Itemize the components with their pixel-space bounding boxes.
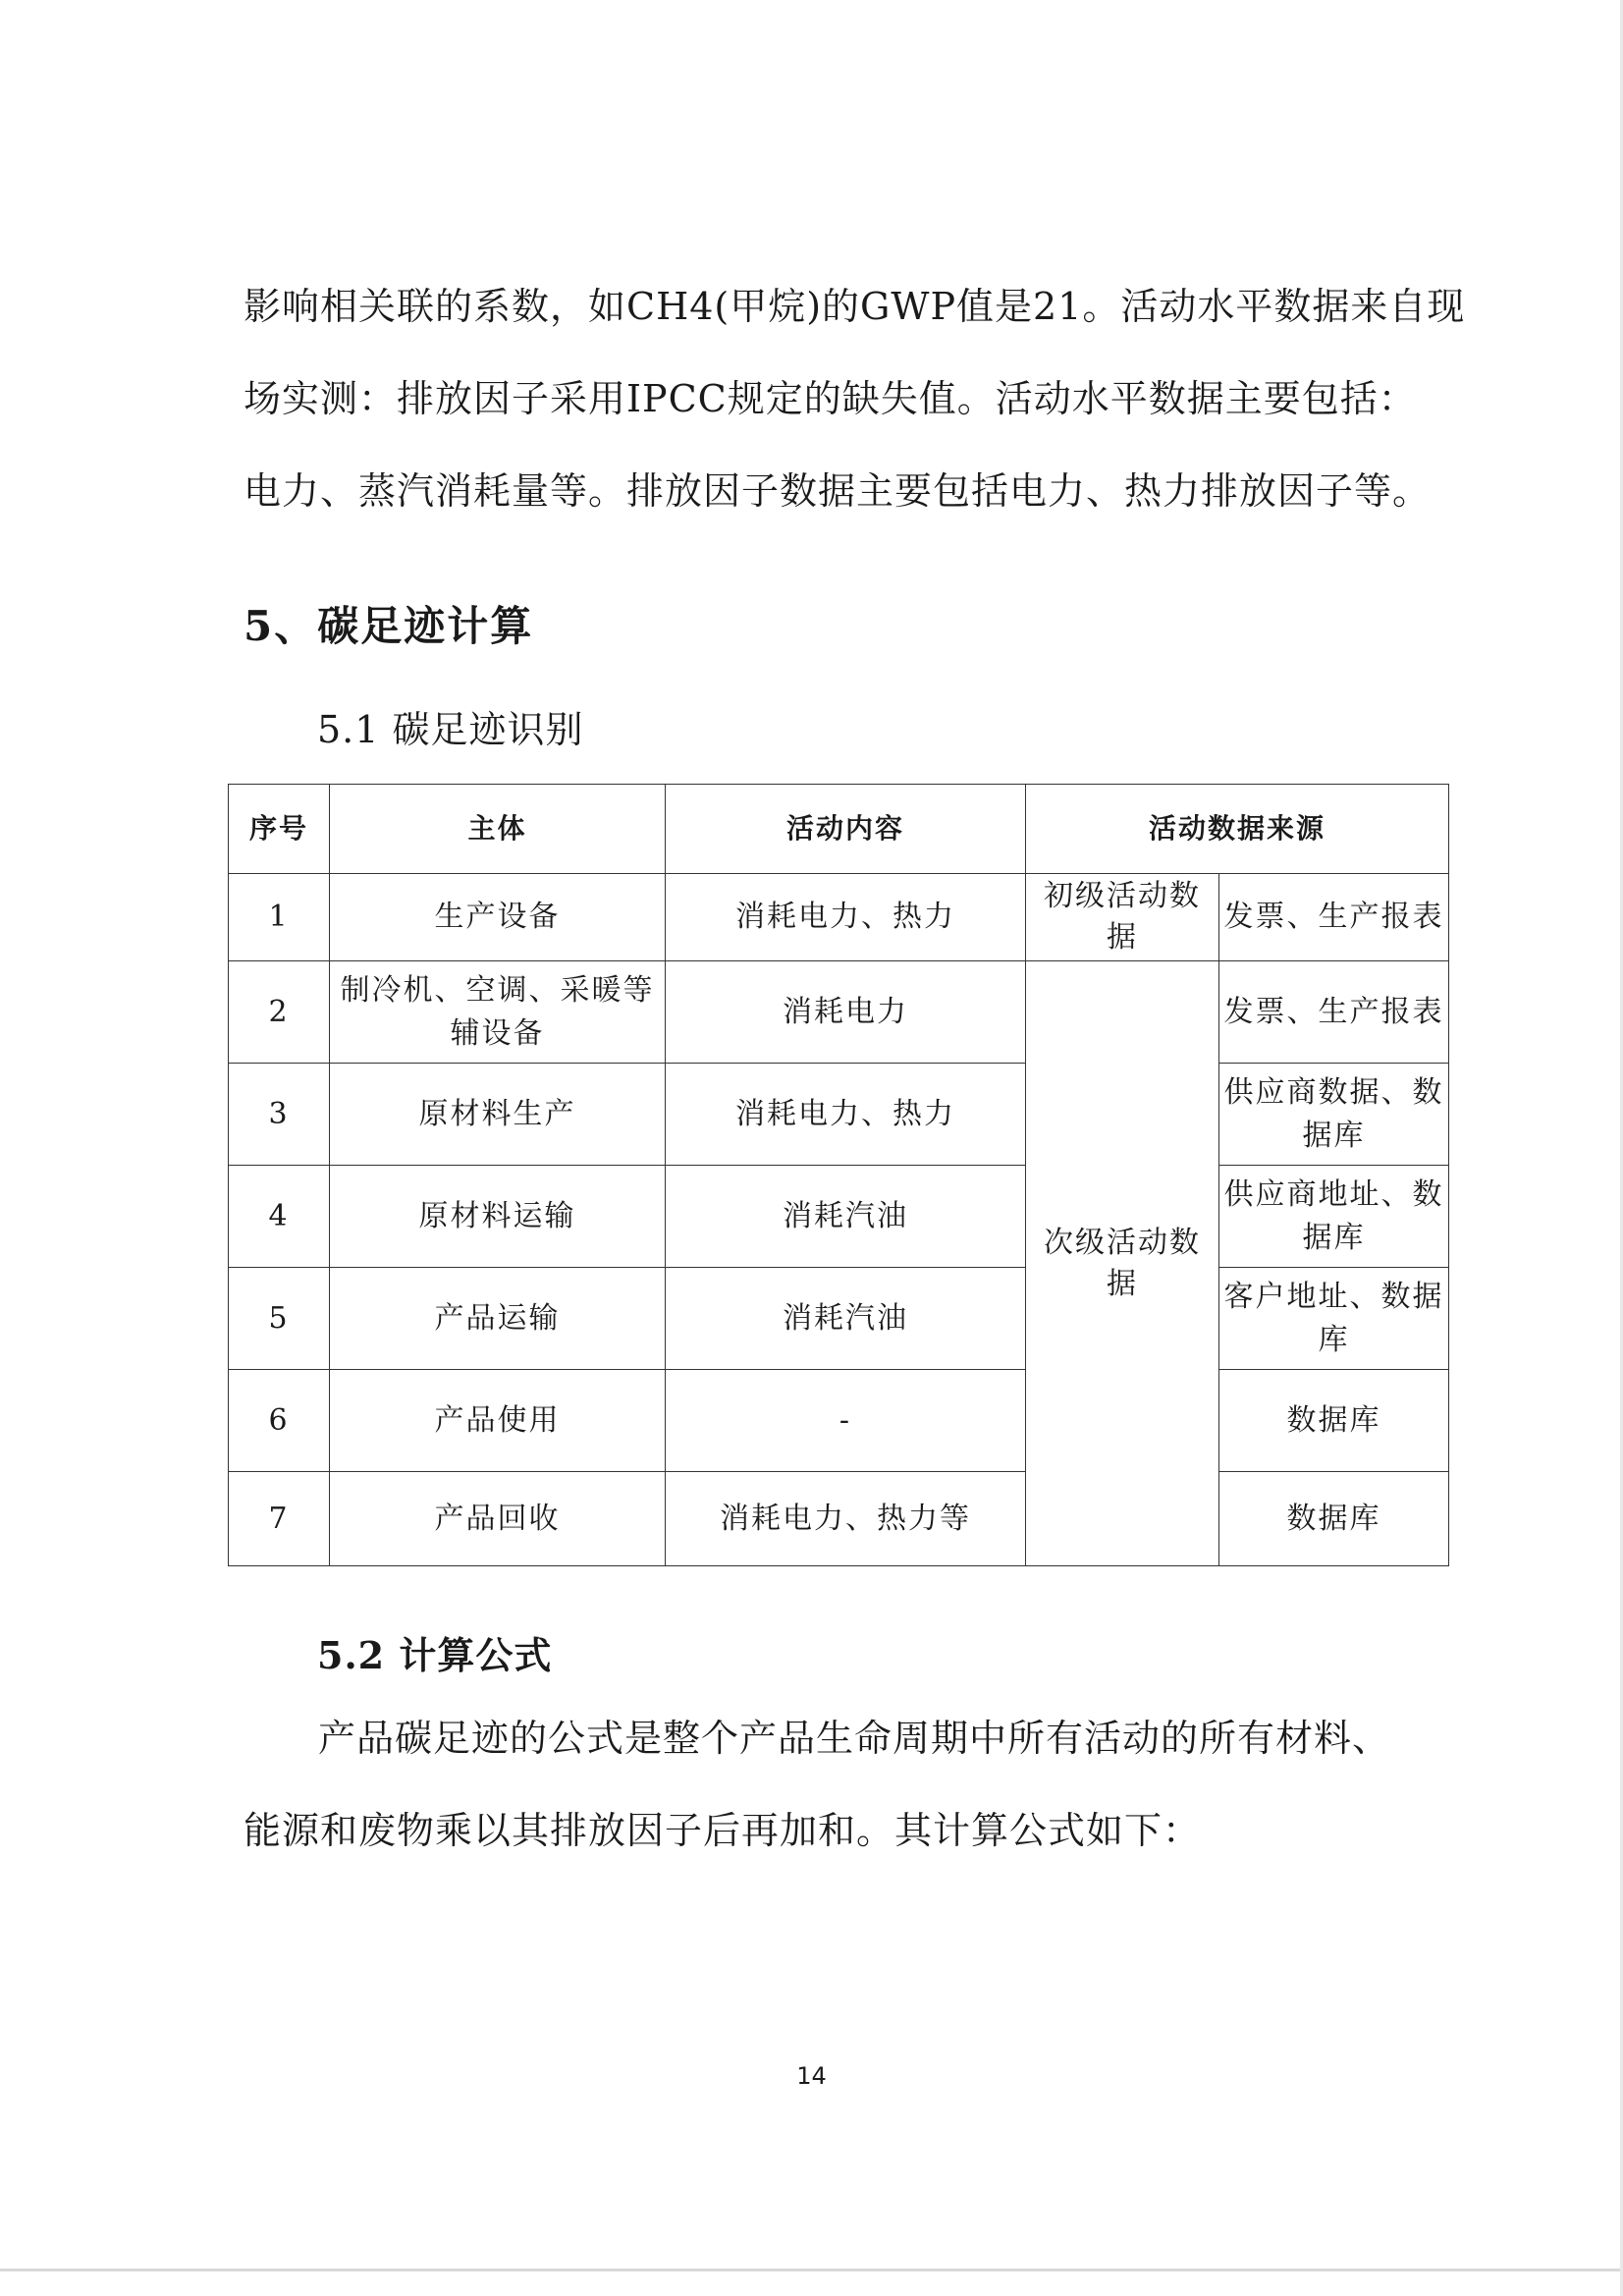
subsection-title: 5.2 计算公式 bbox=[317, 1633, 553, 1677]
row-no: 7 bbox=[229, 1472, 330, 1566]
header-cell-no: 序号 bbox=[229, 785, 330, 874]
section-title: 5、碳足迹计算 bbox=[243, 602, 534, 650]
table-row bbox=[229, 1370, 1449, 1472]
row-subject: 生产设备 bbox=[330, 874, 666, 961]
row-activity: - bbox=[666, 1370, 1026, 1472]
row-activity: 消耗电力、热力 bbox=[666, 874, 1026, 961]
row-source: 客户地址、数据库 bbox=[1219, 1268, 1449, 1370]
row-no: 3 bbox=[229, 1064, 330, 1166]
row-activity: 消耗汽油 bbox=[666, 1268, 1026, 1370]
row-source: 发票、生产报表 bbox=[1219, 874, 1449, 961]
page-edge bbox=[0, 2269, 1623, 2271]
paragraph-line: 能源和废物乘以其排放因子后再加和。其计算公式如下： bbox=[243, 1809, 1202, 1852]
row-no: 4 bbox=[229, 1166, 330, 1268]
row-activity: 消耗电力 bbox=[666, 961, 1026, 1064]
row-source: 数据库 bbox=[1219, 1370, 1449, 1472]
header-cell-subject: 主体 bbox=[330, 785, 666, 874]
row-activity: 消耗电力、热力 bbox=[666, 1064, 1026, 1166]
row-subject: 制冷机、空调、采暖等辅设备 bbox=[330, 961, 666, 1064]
intro-paragraph bbox=[243, 260, 1481, 537]
table-row bbox=[229, 874, 1449, 961]
table-row bbox=[229, 961, 1449, 1064]
row-no: 5 bbox=[229, 1268, 330, 1370]
data-level-primary: 初级活动数据 bbox=[1026, 874, 1219, 961]
row-no: 1 bbox=[229, 874, 330, 961]
subsection-title: 5.1 碳足迹识别 bbox=[317, 708, 584, 751]
row-subject: 产品使用 bbox=[330, 1370, 666, 1472]
row-source: 供应商地址、数据库 bbox=[1219, 1166, 1449, 1268]
row-no: 2 bbox=[229, 961, 330, 1064]
table-row bbox=[229, 1064, 1449, 1166]
row-subject: 原材料运输 bbox=[330, 1166, 666, 1268]
row-subject: 原材料生产 bbox=[330, 1064, 666, 1166]
row-source: 数据库 bbox=[1219, 1472, 1449, 1566]
page-number: 14 bbox=[796, 2062, 827, 2090]
paragraph-line: 影响相关联的系数，如CH4(甲烷)的GWP值是21。活动水平数据来自现 bbox=[243, 285, 1466, 328]
row-subject: 产品运输 bbox=[330, 1268, 666, 1370]
paragraph-line: 产品碳足迹的公式是整个产品生命周期中所有活动的所有材料、 bbox=[318, 1717, 1391, 1760]
table-header-row bbox=[229, 785, 1449, 874]
row-source: 发票、生产报表 bbox=[1219, 961, 1449, 1064]
row-activity: 消耗电力、热力等 bbox=[666, 1472, 1026, 1566]
row-no: 6 bbox=[229, 1370, 330, 1472]
paragraph-line: 场实测：排放因子采用IPCC规定的缺失值。活动水平数据主要包括： bbox=[243, 377, 1417, 420]
header-cell-source: 活动数据来源 bbox=[1026, 785, 1449, 874]
formula-paragraph bbox=[243, 1692, 1481, 1877]
table-row bbox=[229, 1268, 1449, 1370]
data-level-secondary: 次级活动数据 bbox=[1026, 961, 1219, 1566]
row-activity: 消耗汽油 bbox=[666, 1166, 1026, 1268]
table-row bbox=[229, 1166, 1449, 1268]
row-source: 供应商数据、数据库 bbox=[1219, 1064, 1449, 1166]
table-row bbox=[229, 1472, 1449, 1566]
header-cell-activity: 活动内容 bbox=[666, 785, 1026, 874]
carbon-footprint-table bbox=[228, 784, 1449, 1566]
row-subject: 产品回收 bbox=[330, 1472, 666, 1566]
paragraph-line: 电力、蒸汽消耗量等。排放因子数据主要包括电力、热力排放因子等。 bbox=[243, 469, 1432, 513]
